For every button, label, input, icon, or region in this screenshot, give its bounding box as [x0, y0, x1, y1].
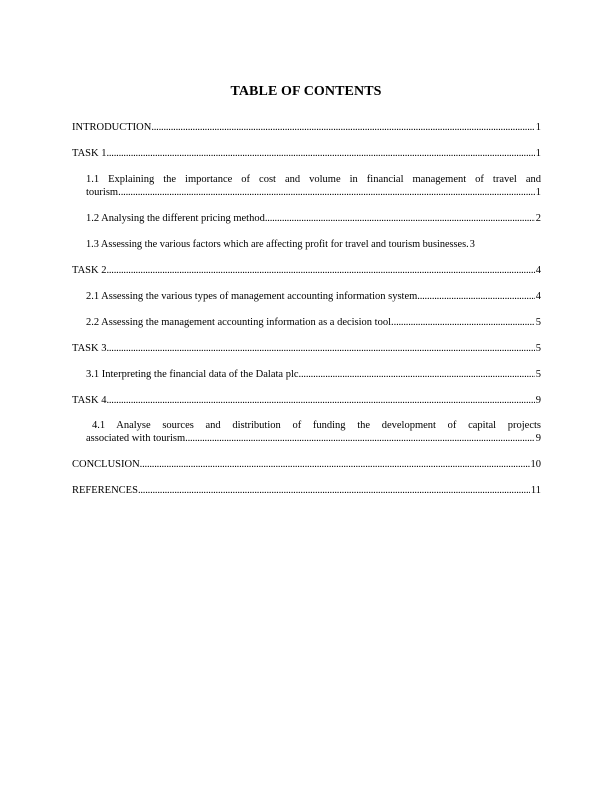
toc-leader-dots — [106, 395, 534, 408]
toc-entry-3-1[interactable] — [86, 369, 541, 382]
toc-entry-label: 1.2 Analysing the different pricing method — [86, 213, 265, 224]
toc-entry-1-1[interactable] — [86, 174, 541, 199]
toc-page-number: 1 — [535, 148, 541, 159]
toc-entry-label-line-1: 4.1 Analyse sources and distribution of funding the development of capital projects — [92, 420, 541, 431]
toc-page-number: 4 — [535, 291, 541, 302]
toc-page-number: 11 — [530, 485, 541, 496]
toc-page-number: 5 — [535, 317, 541, 328]
toc-page-number: 1 — [535, 122, 541, 133]
toc-entry-label: CONCLUSION — [72, 459, 140, 470]
toc-entry-label-line-2: associated with tourism — [86, 432, 186, 444]
toc-entry-2-1[interactable] — [86, 291, 541, 304]
toc-leader-dots — [265, 213, 535, 226]
toc-entry-label-line-1: 1.1 Explaining the importance of cost and volume in financial management of travel and — [86, 174, 541, 185]
toc-entry-label: TASK 4 — [72, 395, 107, 406]
toc-entry-introduction[interactable] — [72, 122, 541, 135]
toc-page-number: 10 — [530, 459, 541, 470]
toc-leader-dots — [417, 291, 534, 304]
toc-leader-dots — [151, 122, 534, 135]
toc-leader-dots — [138, 485, 530, 498]
toc-entry-task-4[interactable] — [72, 395, 541, 408]
toc-page-number: 9 — [535, 432, 541, 444]
toc-entry-1-3[interactable] — [86, 239, 541, 252]
toc-entry-label: TASK 3 — [72, 343, 107, 354]
toc-leader-dots — [121, 187, 535, 200]
toc-entry-task-1[interactable] — [72, 148, 541, 161]
toc-leader-dots — [106, 265, 534, 278]
toc-entry-label: TASK 2 — [72, 265, 107, 276]
toc-leader-dots — [140, 459, 530, 472]
toc-page-number: 4 — [535, 265, 541, 276]
toc-entry-references[interactable] — [72, 485, 541, 498]
toc-leader-dots — [106, 148, 534, 161]
toc-entry-label: INTRODUCTION — [72, 122, 152, 133]
toc-entry-4-1[interactable] — [86, 420, 541, 445]
toc-entry-label: 2.1 Assessing the various types of management accounting information system — [86, 291, 418, 302]
toc-entry-task-2[interactable] — [72, 265, 541, 278]
toc-page-number: 9 — [535, 395, 541, 406]
toc-entry-label: 1.3 Assessing the various factors which are affecting profit for travel and tourism businesses. — [86, 239, 469, 250]
toc-page-number: 5 — [535, 343, 541, 354]
toc-entry-1-2[interactable] — [86, 213, 541, 226]
toc-page-number: 3 — [469, 239, 475, 250]
toc-entry-label: 2.2 Assessing the management accounting information as a decision tool. — [86, 317, 394, 328]
page-title: TABLE OF CONTENTS — [230, 84, 382, 99]
toc-leader-dots — [394, 317, 535, 330]
toc-entry-task-3[interactable] — [72, 343, 541, 356]
toc-leader-dots — [299, 369, 535, 382]
toc-entry-2-2[interactable] — [86, 317, 541, 330]
toc-leader-dots — [185, 433, 535, 446]
toc-page-number: 2 — [535, 213, 541, 224]
toc-entry-label: REFERENCES — [72, 485, 138, 496]
toc-entry-label-line-2: tourism. — [86, 186, 121, 198]
toc-page-number: 1 — [535, 186, 541, 198]
toc-leader-dots — [106, 343, 534, 356]
toc-entry-conclusion[interactable] — [72, 459, 541, 472]
toc-entry-label: 3.1 Interpreting the financial data of the Dalata plc — [86, 369, 299, 380]
toc-entry-label: TASK 1 — [72, 148, 107, 159]
toc-page-number: 5 — [535, 369, 541, 380]
